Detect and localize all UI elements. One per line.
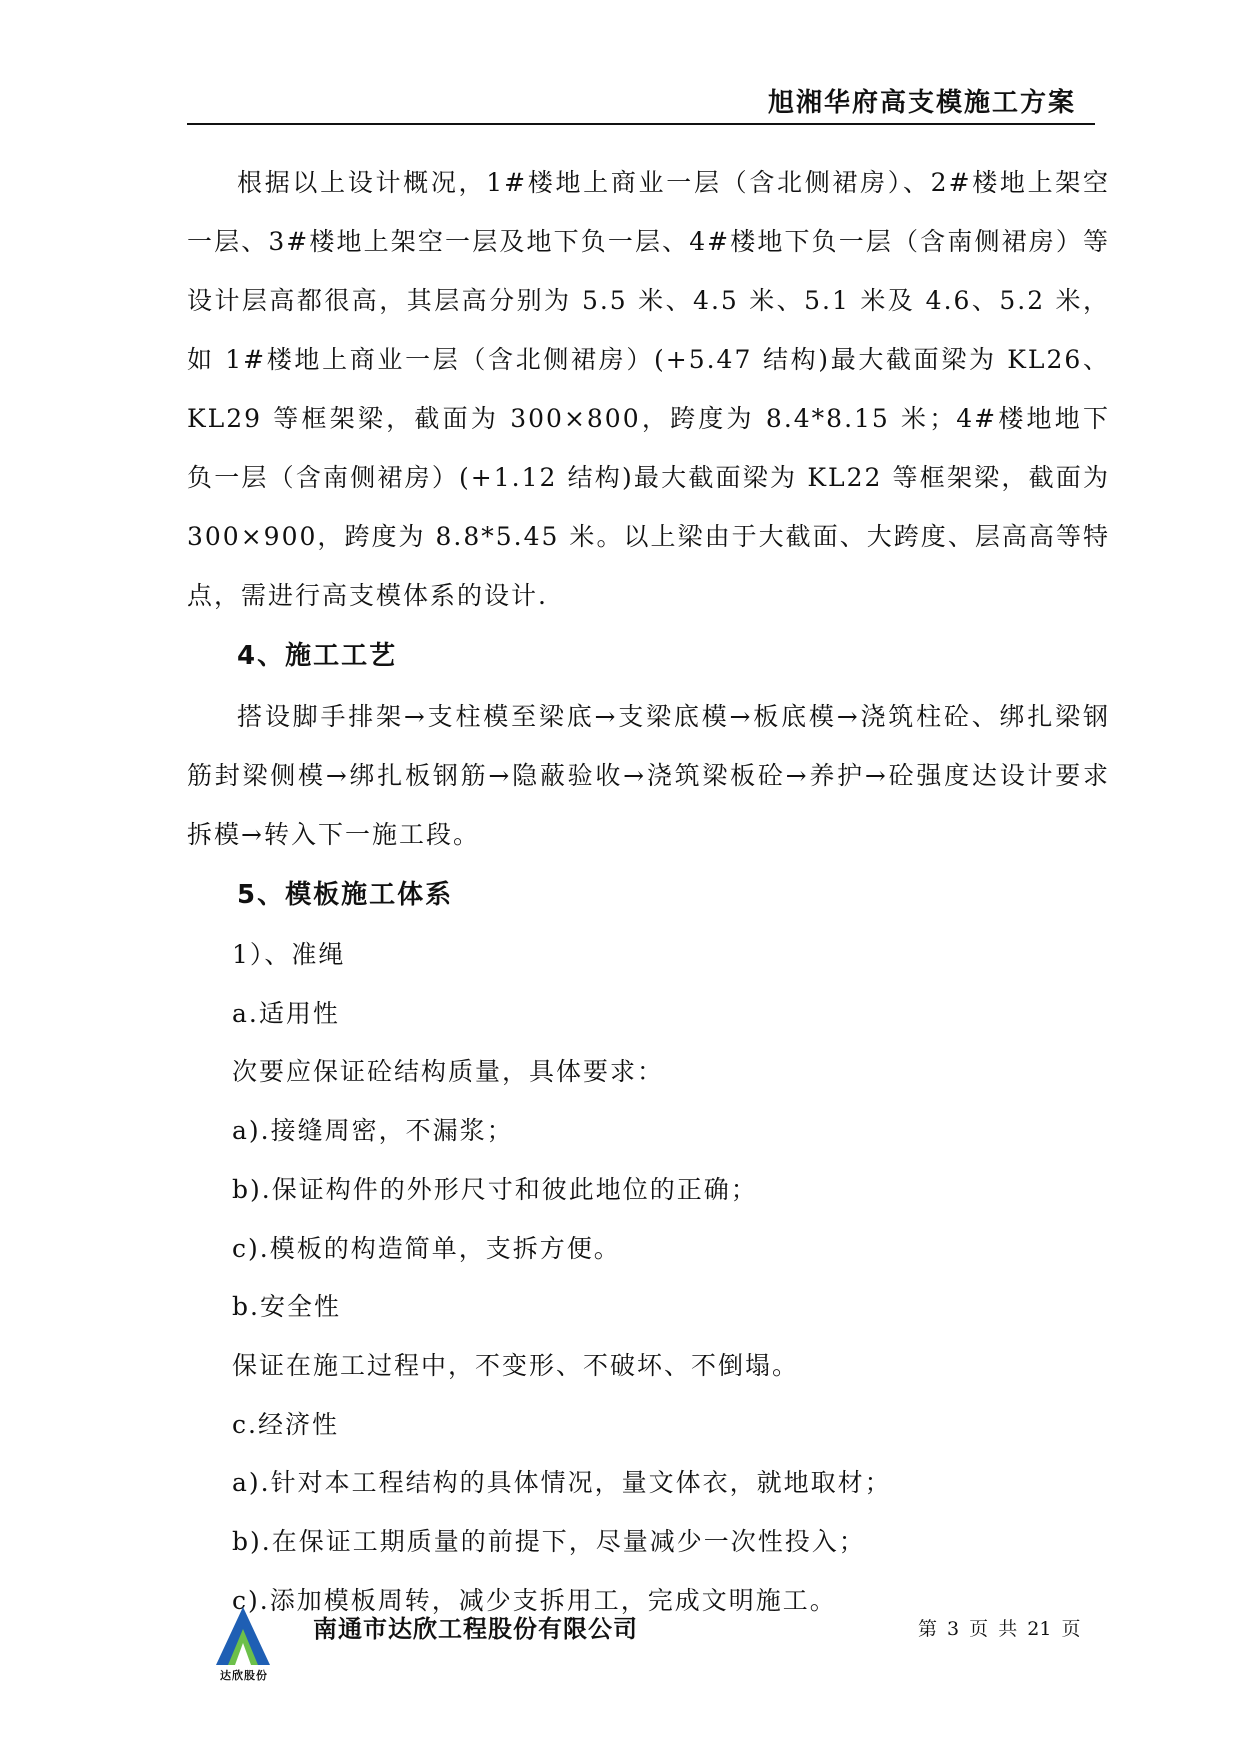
list-item: c).添加模板周转，减少支拆用工，完成文明施工。 [232, 1585, 837, 1615]
list-item: a.适用性 [232, 998, 340, 1028]
list-item: 保证在施工过程中，不变形、不破坏、不倒塌。 [232, 1350, 800, 1380]
list-item: b.安全性 [232, 1292, 341, 1322]
document-header-title: 旭湘华府高支模施工方案 [767, 88, 1076, 118]
page-number: 第 3 页 共 21 页 [918, 1618, 1081, 1640]
company-logo-icon [214, 1605, 272, 1667]
list-item: c).模板的构造简单，支拆方便。 [232, 1233, 621, 1263]
list-item: c.经济性 [232, 1409, 339, 1439]
section-4-paragraph: 搭设脚手排架→支柱模至梁底→支梁底模→板底模→浇筑柱砼、绑扎梁钢筋封梁侧模→绑扎板钢筋→隐蔽验收→浇筑梁板砼→养护→砼强度达设计要求拆模→转入下一施工段。 [187, 702, 1110, 849]
list-item: 次要应保证砼结构质量，具体要求： [232, 1057, 665, 1087]
header-divider [187, 123, 1095, 125]
list-item: a).接缝周密，不漏浆； [232, 1116, 514, 1146]
page-content [187, 153, 1110, 1630]
logo-caption: 达欣股份 [220, 1669, 268, 1682]
section-4-heading: 4、施工工艺 [237, 641, 398, 671]
intro-paragraph: 根据以上设计概况，1#楼地上商业一层（含北侧裙房）、2#楼地上架空一层、3#楼地上架空一层及地下负一层、4#楼地下负一层（含南侧裙房）等设计层高都很高，其层高分别为 5.5 米、4.5 米、5.1 米及 4.6、5.2 米，如 1#楼地上商业一层（含北侧裙房）(+5.47 结构)最大截面梁为 KL26、KL29 等框架梁，截面为 300×800，跨度为 8.4*8.15 米；4#楼地地下负一层（含南侧裙房）(+1.12 结构)最大截面梁为 KL22 等框架梁，截面为 300×900，跨度为 8.8*5.45 米。以上梁由于大截面、大跨度、层高高等特点，需进行高支模体系的设计. [187, 168, 1110, 610]
list-item: a).针对本工程结构的具体情况，量文体衣，就地取材； [232, 1468, 892, 1498]
list-item: b).在保证工期质量的前提下，尽量减少一次性投入； [232, 1527, 866, 1557]
company-name: 南通市达欣工程股份有限公司 [313, 1615, 638, 1643]
list-item: 1）、准绳 [232, 940, 346, 969]
section-5-heading: 5、模板施工体系 [237, 880, 454, 910]
list-item: b).保证构件的外形尺寸和彼此地位的正确； [232, 1174, 758, 1204]
